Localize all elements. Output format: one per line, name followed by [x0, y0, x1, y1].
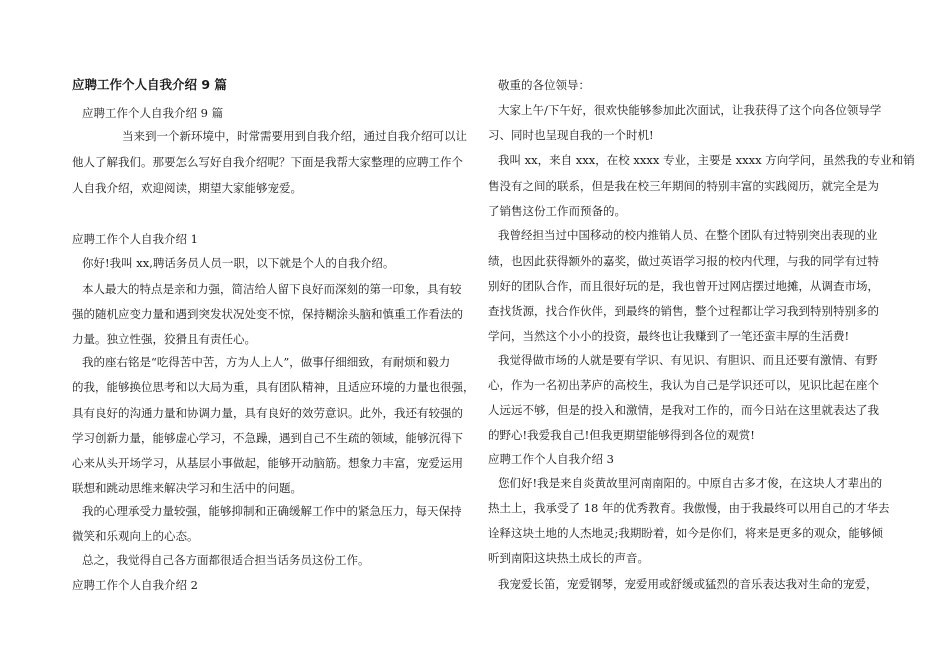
intro-line: 他人了解我们。那要怎么写好自我介绍呢？下面是我帮大家整理的应聘工作个	[72, 155, 463, 169]
paragraph-line: 具有良好的沟通力量和协调力量，具有良好的效劳意识。此外，我还有较强的	[72, 406, 463, 420]
paragraph-line: 强的随机应变力量和遇到突发状况处变不惊，保持糊涂头脑和慎重工作看法的	[72, 307, 463, 321]
section-heading-3: 应聘工作个人自我介绍 3	[488, 452, 614, 466]
paragraph-line: 人远远不够，但是的投入和激情，是我对工作的，而今日站在这里就表达了我	[488, 403, 879, 417]
paragraph-line: 你好!我叫 xx,聘话务员人员一职，以下就是个人的自我介绍。	[82, 256, 395, 270]
paragraph-line: 的野心!我爱我自己!但我更期望能够得到各位的观赏!	[488, 428, 755, 442]
paragraph-line: 了销售这份工作而预备的。	[488, 204, 626, 218]
paragraph-line: 我的心理承受力量较强，能够抑制和正确缓解工作中的紧急压力，每天保持	[82, 504, 462, 518]
paragraph-line: 我宠爱长笛，宠爱钢琴，宠爱用或舒缓或猛烈的音乐表达我对生命的宠爱，	[498, 577, 878, 591]
paragraph-line: 绩，也因此获得额外的嘉奖，做过英语学习报的校内代理，与我的同学有过特	[488, 254, 879, 268]
paragraph-line: 您们好!我是来自炎黄故里河南南阳的。中原自古多才俊，在这块人才辈出的	[498, 476, 883, 490]
paragraph-line: 查找货源，找合作伙伴，到最终的销售，整个过程都让学习我到特别特别多的	[488, 304, 879, 318]
paragraph-line: 售没有之间的联系，但是我在校三年期间的特别丰富的实践阅历，就完全是为	[488, 179, 879, 193]
paragraph-line: 我曾经担当过中国移动的校内推销人员、在整个团队有过特别突出表现的业	[498, 228, 878, 242]
intro-line: 当来到一个新环境中，时常需要用到自我介绍，通过自我介绍可以让	[122, 129, 467, 143]
paragraph-line: 大家上午/下午好，很欢快能够参加此次面试，让我获得了这个向各位领导学	[498, 103, 882, 117]
greeting-line: 敬重的各位领导：	[498, 78, 590, 92]
paragraph-line: 习、同时也呈现自我的一个时机!	[488, 128, 654, 142]
document-title: 应聘工作个人自我介绍 9 篇	[72, 77, 227, 92]
paragraph-line: 学问，当然这个小小的投资，最终也让我赚到了一笔还蛮丰厚的生活费!	[488, 329, 850, 343]
section-heading-1: 应聘工作个人自我介绍 1	[72, 232, 198, 246]
intro-line: 人自我介绍，欢迎阅读，期望大家能够宠爱。	[72, 181, 302, 195]
paragraph-line: 我叫 xx，来自 xxx，在校 xxxx 专业，主要是 xxxx 方向学问，虽然我的专业和销	[498, 153, 915, 167]
paragraph-line: 联想和跳动思维来解决学习和生活中的问题。	[72, 481, 302, 495]
paragraph-line: 微笑和乐观向上的心态。	[72, 529, 199, 543]
paragraph-line: 热土上，我承受了 18 年的优秀教育。我傲慢，由于我最终可以用自己的才华去	[488, 501, 890, 515]
paragraph-line: 的我，能够换位思考和以大局为重，具有团队精神，且适应环境的力量也很强，	[72, 380, 475, 394]
paragraph-line: 力量。独立性强，狡猾且有责任心。	[72, 332, 256, 346]
paragraph-line: 诠释这块土地的人杰地灵;我期盼着，如今是你们，将来是更多的观众，能够倾	[488, 526, 883, 540]
paragraph-line: 听到南阳这块热土成长的声音。	[488, 551, 649, 565]
paragraph-line: 心来从头开场学习，从基层小事做起，能够开动脑筋。想象力丰富，宠爱运用	[72, 456, 463, 470]
paragraph-line: 我觉得做市场的人就是要有学识、有见识、有胆识、而且还要有激情、有野	[498, 353, 878, 367]
paragraph-line: 心，作为一名初出茅庐的高校生，我认为自己是学识还可以，见识比起在座个	[488, 378, 879, 392]
paragraph-line: 总之，我觉得自己各方面都很适合担当话务员这份工作。	[82, 553, 370, 567]
paragraph-line: 别好的团队合作，而且很好玩的是，我也曾开过网店摆过地摊，从调查市场，	[488, 279, 879, 293]
document-subtitle: 应聘工作个人自我介绍 9 篇	[82, 106, 224, 120]
paragraph-line: 我的座右铭是“吃得苦中苦，方为人上人”，做事仔细细致，有耐烦和毅力	[82, 355, 451, 369]
section-heading-2: 应聘工作个人自我介绍 2	[72, 578, 198, 592]
paragraph-line: 学习创新力量，能够虚心学习，不急躁，遇到自己不生疏的领域，能够沉得下	[72, 431, 463, 445]
paragraph-line: 本人最大的特点是亲和力强，简洁给人留下良好而深刻的第一印象，具有较	[82, 282, 462, 296]
